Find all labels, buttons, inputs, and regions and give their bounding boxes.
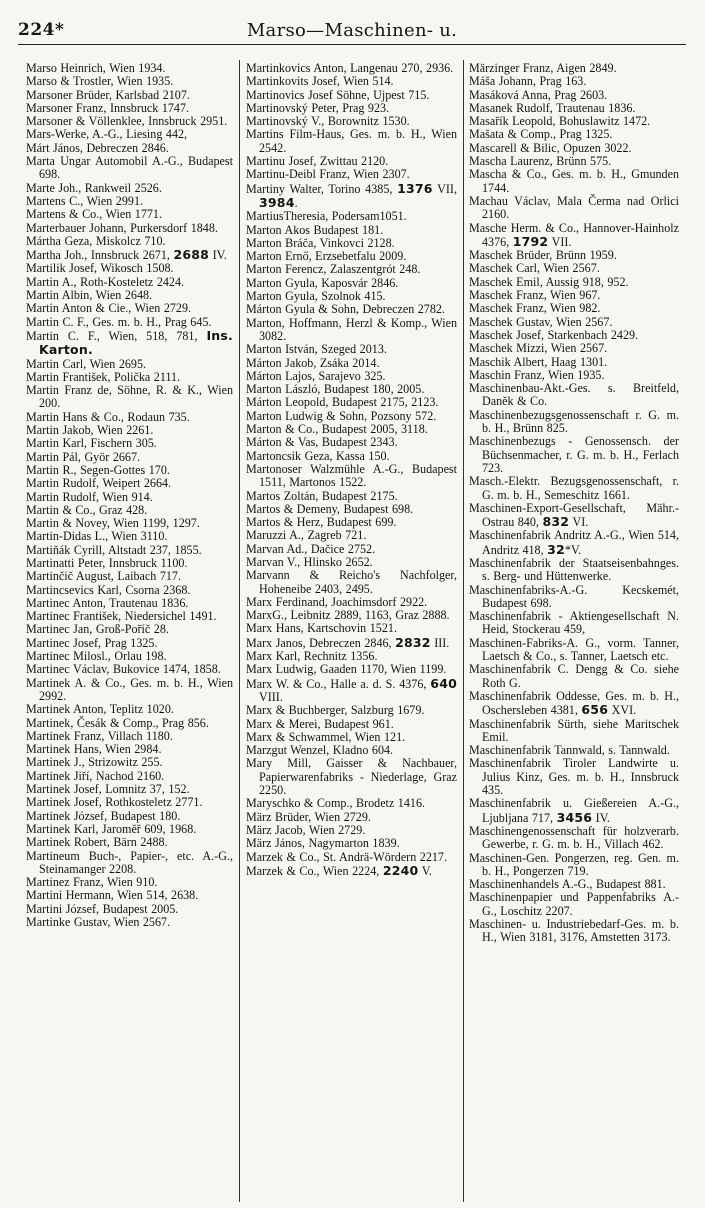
directory-entry: Martinke Gustav, Wien 2567. [26, 915, 171, 929]
phone-number-bold: 2240 [382, 862, 419, 878]
directory-entry: Martin Carl, Wien 2695. [26, 356, 147, 371]
directory-entry: Mascha & Co., Ges. m. b. H., Gmunden 1744. [469, 167, 679, 195]
phone-number-bold: 1376 [397, 180, 433, 196]
directory-entry: Märzinger Franz, Aigen 2849. [469, 62, 617, 75]
directory-entry: Martinec Milosl., Orlau 198. [26, 649, 167, 664]
directory-entry: Máša Johann, Prag 163. [469, 74, 587, 89]
directory-entry: Martin Pál, Györ 2667. [26, 449, 141, 464]
directory-entry: Marsoner & Völlenklee, Innsbruck 2951. [26, 114, 228, 129]
directory-entry: Marzek & Co., St. Andrä-Wördern 2217. [246, 849, 447, 864]
directory-entry: Mars-Werke, A.-G., Liesing 442, [26, 127, 188, 142]
directory-entry: Maschek Franz, Wien 967. [469, 288, 601, 303]
directory-entry: Martin Rudolf, Weipert 2664. [26, 476, 172, 491]
directory-entry: Marzgut Wenzel, Kladno 604. [246, 743, 394, 758]
directory-entry: Martin Anton & Cie., Wien 2729. [26, 301, 192, 316]
directory-entry: Martinek, Česák & Comp., Prag 856. [26, 715, 209, 730]
directory-entry: Marx & Buchberger, Salzburg 1679. [246, 703, 425, 718]
directory-entry: Marx Ferdinand, Joachimsdorf 2922. [246, 594, 428, 609]
phone-number-bold: Ins. Karton. [39, 327, 233, 358]
directory-entry: Martinovský V., Borownitz 1530. [246, 114, 410, 129]
directory-entry: Martin & Novey, Wien 1199, 1297. [26, 516, 200, 531]
directory-entry: Marton István, Szeged 2013. [246, 342, 387, 357]
directory-entry: Martiňák Cyrill, Altstadt 237, 1855. [26, 542, 202, 557]
phone-number-bold: 2832 [395, 634, 431, 650]
directory-entry: Masáková Anna, Prag 2603. [469, 87, 608, 102]
directory-entry: Martoncsik Geza, Kassa 150. [246, 448, 390, 463]
directory-entry: Marton Ludwig & Sohn, Pozsony 572. [246, 408, 437, 423]
directory-entry: Martin Rudolf, Wien 914. [26, 489, 153, 504]
directory-entry: Marton & Co., Budapest 2005, 3118. [246, 422, 428, 437]
directory-entry: Martinez Franz, Wien 910. [26, 875, 158, 890]
directory-entry: März János, Nagymarton 1839. [246, 836, 400, 851]
directory-entry: Mártha Geza, Miskolcz 710. [26, 233, 166, 248]
running-head: Marso—Maschinen- u. [246, 20, 458, 41]
directory-entry: Mary Mill, Gaisser & Nachbauer, Papierwarenfabriks - Niederlage, Graz 2250. [246, 756, 457, 798]
directory-entry: Márton Lajos, Sarajevo 325. [246, 368, 386, 383]
directory-entry: Maschek Mizzi, Wien 2567. [469, 341, 608, 356]
directory-entry: Masanek Rudolf, Trautenau 1836. [469, 100, 636, 115]
directory-entry: Marterbauer Johann, Purkersdorf 1848. [26, 220, 218, 235]
phone-number-bold: 3984 [259, 194, 295, 210]
directory-entry: Martinu Josef, Zwittau 2120. [246, 154, 389, 169]
directory-entry: Masařík Leopold, Bohuslawitz 1472. [469, 114, 651, 129]
directory-entry: Maschek Carl, Wien 2567. [469, 261, 600, 276]
directory-entry: Maschinengenossenschaft für holzverarb. Gewerbe, r. G. m. b. H., Villach 462. [469, 823, 679, 852]
directory-entry: Maschinenfabrik C. Dengg & Co. siehe Roth G. [469, 662, 679, 690]
directory-entry: Martiny Walter, Torino 4385, 1376 VII, 3984. [246, 180, 457, 210]
column-3 [469, 62, 679, 1202]
directory-entry: Marton Gyula, Kaposvár 2846. [246, 275, 399, 290]
directory-entry: Marte Joh., Rankweil 2526. [26, 180, 162, 195]
directory-entry: Marvan V., Hlinsko 2652. [246, 554, 373, 569]
directory-entry: Marton Ernő, Erzsebetfalu 2009. [246, 249, 407, 264]
directory-entry: Marsoner Brüder, Karlsbad 2107. [26, 87, 190, 102]
directory-entry: Maschinenbezugsgenossenschaft r. G. m. b. H., Brünn 825. [469, 407, 679, 436]
directory-entry: Maschek Franz, Wien 982. [469, 301, 601, 316]
directory-entry: Martens C., Wien 2991. [26, 193, 144, 208]
directory-entry: Marton Gyula, Szolnok 415. [246, 289, 386, 304]
directory-entry: Maschinenfabrik Tiroler Landwirte u. Julius Kinz, Ges. m. b. H., Innsbruck 435. [469, 756, 679, 798]
directory-entry: Marx & Schwammel, Wien 121. [246, 729, 406, 744]
phone-number-bold: 832 [542, 514, 570, 530]
directory-entry: März Jacob, Wien 2729. [246, 822, 366, 837]
directory-entry: Martos Zoltán, Budapest 2175. [246, 488, 398, 503]
directory-entry: Martin Hans & Co., Rodaun 735. [26, 409, 190, 424]
directory-entry: Martinec Anton, Trautenau 1836. [26, 595, 189, 610]
directory-entry: Martinec František, Niedersichel 1491. [26, 609, 217, 624]
directory-entry: Martinek Jiří, Nachod 2160. [26, 768, 165, 783]
directory-entry: Maschinenhandels A.-G., Budapest 881. [469, 877, 666, 892]
column-2 [246, 62, 457, 1202]
directory-entry: Mascarell & Bilic, Opuzen 3022. [469, 140, 632, 155]
directory-entry: Marta Ungar Automobil A.-G., Budapest 698. [26, 154, 233, 182]
directory-entry: Martin Albin, Wien 2648. [26, 288, 153, 303]
directory-entry: Martin Jakob, Wien 2261. [26, 423, 154, 438]
directory-entry: Martinec Jan, Groß-Poříč 28. [26, 622, 169, 637]
directory-entry: Machau Václav, Mala Čerma nad Orlici 2160. [469, 193, 679, 222]
directory-entry: Marx Janos, Debreczen 2846, 2832 III. [246, 634, 450, 650]
directory-entry: Maschinenfabrik - Aktiengesellschaft N. Heid, Stockerau 459, [469, 609, 679, 637]
directory-entry: Martens & Co., Wien 1771. [26, 207, 162, 222]
directory-entry: Marton Akos Budapest 181. [246, 222, 384, 237]
phone-number-bold: 2688 [173, 247, 210, 263]
directory-entry: Martin & Co., Graz 428. [26, 502, 148, 517]
phone-number-bold: 3456 [556, 809, 593, 825]
directory-entry: Márton Gyula & Sohn, Debreczen 2782. [246, 302, 445, 317]
directory-entry: Martinatti Peter, Innsbruck 1100. [26, 555, 188, 570]
directory-entry: Maschinenbau-Akt.-Ges. s. Breitfeld, Daněk & Co. [469, 381, 679, 409]
directory-entry: Maschin Franz, Wien 1935. [469, 367, 605, 382]
directory-entry: Mašata & Comp., Prag 1325. [469, 127, 613, 142]
directory-entry: Maschek Emil, Aussig 918, 952. [469, 274, 629, 289]
directory-entry: Marx Karl, Rechnitz 1356. [246, 649, 378, 664]
directory-entry: Martinkovits Josef, Wien 514. [246, 74, 394, 89]
directory-entry: Martin A., Roth-Kosteletz 2424. [26, 274, 185, 289]
directory-entry: Martini József, Budapest 2005. [26, 901, 179, 916]
directory-entry: Martin C. F., Wien, 518, 781, Ins. Karton. [26, 327, 233, 358]
directory-entry: Martinovics Josef Söhne, Ujpest 715. [246, 87, 430, 102]
directory-entry: Masche Herm. & Co., Hannover-Hainholz 4376, 1792 VII. [469, 220, 679, 249]
directory-entry: Martinčič August, Laibach 717. [26, 569, 181, 584]
directory-entry: Marton Bráča, Vinkovci 2128. [246, 235, 395, 250]
directory-entry: Maryschko & Comp., Brodetz 1416. [246, 796, 426, 811]
page-header [18, 8, 686, 45]
directory-entry: Martinek Hans, Wien 2984. [26, 742, 162, 757]
directory-entry: Martinec Josef, Prag 1325. [26, 635, 158, 650]
directory-entry: Martini Hermann, Wien 514, 2638. [26, 888, 199, 903]
phone-number-bold: 1792 [512, 233, 549, 249]
directory-entry: Martin C. F., Ges. m. b. H., Prag 645. [26, 314, 212, 329]
directory-entry: Marton, Hoffmann, Herzl & Komp., Wien 3082. [246, 315, 457, 343]
directory-entry: Márton Jakob, Zsáka 2014. [246, 355, 380, 370]
directory-entry: Martinkovics Anton, Langenau 270, 2936. [246, 62, 454, 75]
directory-entry: Marx & Merei, Budapest 961. [246, 716, 394, 731]
directory-entry: Martin R., Segen-Gottes 170. [26, 462, 170, 477]
directory-entry: Martinek Josef, Lomnitz 37, 152. [26, 782, 190, 797]
directory-entry: Maschinenfabrik Oddesse, Ges. m. b. H., Oschersleben 4381, 656 XVI. [469, 688, 679, 718]
directory-entry: Martinek Franz, Villach 1180. [26, 728, 173, 743]
directory-entry: MartiusTheresia, Podersam1051. [246, 209, 407, 224]
directory-entry: Maschinen-Fabriks-A. G., vorm. Tanner, Laetsch & Co., s. Tanner, Laetsch etc. [469, 635, 679, 664]
directory-entry: Maschek Josef, Starkenbach 2429. [469, 327, 639, 342]
directory-entry: Martonoser Walzmühle A.-G., Budapest 1511, Martonos 1522. [246, 461, 457, 490]
directory-entry: Maschinenbezugs - Genossensch. der Büchsenmacher, r. G. m. b. H., Ferlach 723. [469, 434, 679, 475]
directory-entry: Martha Joh., Innsbruck 2671, 2688 IV. [26, 247, 227, 263]
directory-entry: Martinek Robert, Bärn 2488. [26, 835, 168, 850]
directory-entry: Martilik Josef, Wikosch 1508. [26, 261, 174, 276]
directory-entry: Maschik Albert, Haag 1301. [469, 354, 608, 369]
directory-entry: Marso & Trostler, Wien 1935. [26, 74, 174, 89]
directory-entry: Marvan Ad., Dačice 2752. [246, 541, 376, 556]
directory-entry: Maschek Gustav, Wien 2567. [469, 314, 613, 329]
directory-entry: Martinek Anton, Teplitz 1020. [26, 702, 174, 717]
directory-entry: Marvann & Reicho's Nachfolger, Hoheneibe 2403, 2495. [246, 568, 457, 596]
directory-entry: Maschinenfabrik Andritz A.-G., Wien 514, Andritz 418, 32*V. [469, 528, 679, 557]
directory-entry: Márt János, Debreczen 2846. [26, 140, 169, 155]
directory-entry: Martinek J., Strizowitz 255. [26, 755, 163, 770]
directory-entry: Maruzzi A., Zagreb 721. [246, 528, 367, 543]
directory-entry: Martineum Buch-, Papier-, etc. A.-G., Steinamanger 2208. [26, 848, 233, 876]
directory-entry: Marso Heinrich, Wien 1934. [26, 62, 166, 75]
directory-entry: Marzek & Co., Wien 2224, 2240 V. [246, 862, 432, 878]
directory-entry: Maschinenfabriks-A.-G. Kecskemét, Budapest 698. [469, 582, 679, 610]
directory-entry: Martinec Václav, Bukovice 1474, 1858. [26, 662, 221, 677]
directory-entry: Marx Ludwig, Gaaden 1170, Wien 1199. [246, 662, 447, 677]
page-number: 224* [18, 20, 65, 40]
directory-entry: Martos & Demeny, Budapest 698. [246, 501, 414, 516]
directory-entry: Maschinen- u. Industriebedarf-Ges. m. b. H., Wien 3181, 3176, Amstetten 3173. [469, 917, 679, 945]
directory-entry: Maschinen-Export-Gesellschaft, Mähr.-Ostrau 840, 832 VI. [469, 500, 679, 530]
phone-number-bold: 640 [430, 675, 457, 691]
directory-entry: Martinovský Peter, Prag 923. [246, 100, 390, 115]
directory-entry: Márton & Vas, Budapest 2343. [246, 435, 398, 450]
directory-entry: Marx W. & Co., Halle a. d. S. 4376, 640 VIII. [246, 675, 457, 704]
directory-entry: Martinu-Deibl Franz, Wien 2307. [246, 167, 410, 182]
directory-entry: Martinek Josef, Rothkosteletz 2771. [26, 795, 203, 810]
directory-entry: Marton Ferencz, Zalaszentgrót 248. [246, 262, 421, 277]
directory-entry: Marton László, Budapest 180, 2005. [246, 382, 425, 397]
directory-entry: Maschinenfabrik u. Gießereien A.-G., Ljubljana 717, 3456 IV. [469, 796, 679, 825]
phone-number-bold: 32 [547, 541, 565, 557]
directory-entry: Martinek József, Budapest 180. [26, 808, 181, 823]
directory-entry: Martin Karl, Fischern 305. [26, 436, 157, 451]
directory-entry: Maschinen-Gen. Pongerzen, reg. Gen. m. b. H., Pongerzen 719. [469, 850, 679, 878]
directory-entry: Maschinenfabrik Tannwald, s. Tannwald. [469, 743, 670, 758]
directory-entry: Martos & Herz, Budapest 699. [246, 515, 397, 530]
directory-entry: Martin František, Polička 2111. [26, 369, 181, 384]
directory-entry: Marsoner Franz, Innsbruck 1747. [26, 100, 190, 115]
directory-entry: Martin-Didas L., Wien 3110. [26, 529, 168, 544]
directory-entry: Martincsevics Karl, Csorna 2368. [26, 582, 191, 597]
directory-entry: Marx Hans, Kartschovin 1521. [246, 621, 397, 636]
directory-columns [0, 62, 705, 1202]
directory-entry: MarxG., Leibnitz 2889, 1163, Graz 2888. [246, 608, 450, 623]
directory-entry: Maschek Brüder, Brünn 1959. [469, 248, 617, 263]
phone-number-bold: 656 [581, 702, 609, 718]
directory-entry: Martinek A. & Co., Ges. m. b. H., Wien 2992. [26, 675, 233, 703]
directory-entry: Maschinenfabrik der Staatseisenbahnges. s. Berg- und Hüttenwerke. [469, 555, 679, 584]
directory-entry: Masch.-Elektr. Bezugsgenossenschaft, r. G. m. b. H., Semeschitz 1661. [469, 474, 679, 502]
directory-entry: Martinek Karl, Jaroměř 609, 1968. [26, 821, 197, 836]
directory-entry: Martins Film-Haus, Ges. m. b. H., Wien 2542. [246, 127, 457, 155]
directory-entry: Maschinenfabrik Sürth, siehe Maritschek Emil. [469, 716, 679, 744]
column-1 [26, 62, 233, 1202]
directory-entry: März Brüder, Wien 2729. [246, 809, 371, 824]
directory-entry: Márton Leopold, Budapest 2175, 2123. [246, 395, 439, 410]
directory-entry: Martin Franz de, Söhne, R. & K., Wien 200. [26, 383, 233, 411]
directory-entry: Mascha Laurenz, Brünn 575. [469, 154, 612, 169]
directory-entry: Maschinenpapier und Pappenfabriks A.-G., Loschitz 2207. [469, 890, 679, 918]
